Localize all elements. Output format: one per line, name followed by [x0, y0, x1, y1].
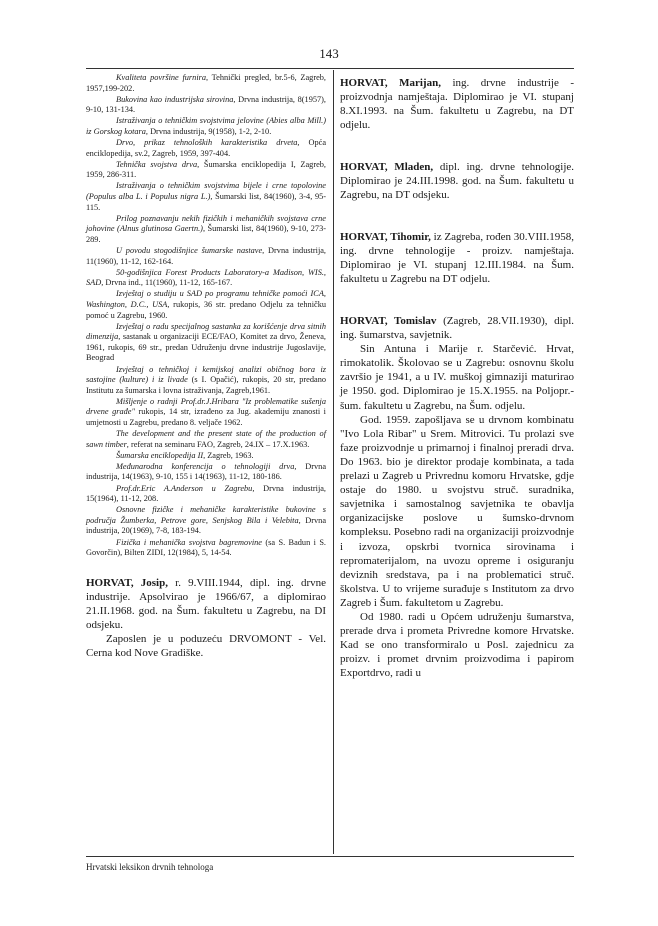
bibliography-details: (s I. Opačić), rukopis, 20 str, predano Institutu za šumarska i lovna istraživanja, Zagreb,1961.	[86, 375, 326, 395]
bibliography-details: , Drvna industrija, 15(1964), 11-12, 208.	[86, 483, 327, 504]
entry-headword: HORVAT, Josip,	[86, 576, 168, 589]
entry-paragraph: God. 1959. zapošljava se u drvnom kombinatu "Ivo Lola Ribar" u Srem. Mitrovici. Tu prolazi sve faze proizvodnje u primarnoj i finalnoj preradi drva. Do 1963. bio je direktor prodaje kombinata, a tada prelazi u Zagreb u Privrednu komoru Hrvatske, gdje ostaje do 1980. u svojstvu struč. suradnika, savjetnika i samostalnog savjetnika te obavlja organizacijske poslove u šumsko-drvnom kompleksu. Posebno radi na organizaciji proizvodnje i izvoza, opskrbi tvornica sirovinama i repromaterijalom, na uvozu opreme i osiguranju deviznih sredstava, pa i na problematici struč. školstva. U to vrijeme surađuje s Institutom za drvo Zagreb i Šum. fakultetom u Zagrebu.	[340, 413, 574, 609]
bibliography-title: 50-godišnjica Forest Products Laboratory-a Madison, WIS., SAD	[86, 267, 326, 288]
bibliography-title: Izvještaj o radu specijalnog sastanka za korišćenje drva sitnih dimenzija	[86, 321, 326, 342]
bibliography-details: , Drvna industrija, 14(1963), 9-10, 155 i 14(1963), 11-12, 180-186.	[86, 461, 327, 482]
bottom-rule	[86, 856, 574, 857]
entry-horvat-tihomir	[340, 230, 574, 286]
right-column	[340, 76, 574, 680]
bibliography-title: The development and the present state of the production of sawn timber	[86, 429, 326, 449]
bibliography-item	[86, 73, 326, 94]
entry-body: dipl. ing. drvne tehnologije. Diplomirao je 24.III.1998. god. na Šum. fakultetu u Zagrebu, na DT odsjeku.	[340, 161, 575, 201]
entry-body: (Zagreb, 28.VII.1930), dipl. ing. šumarstva, savjetnik.	[340, 315, 574, 342]
entry-headword: HORVAT, Tihomir,	[340, 231, 431, 243]
entry-horvat-mladen	[340, 160, 574, 202]
bibliography-item	[86, 95, 326, 116]
bibliography-item	[86, 214, 326, 246]
bibliography-title: Istraživanja o tehničkim svojstvima bijele i crne topolovine (Populus alba L. i Populus nigra L.)	[86, 181, 326, 202]
bibliography-details: , Tehnički pregled, br.5-6, Zagreb, 1957,199-202.	[86, 73, 326, 93]
bibliography-list	[86, 73, 326, 559]
bibliography-item	[86, 181, 326, 213]
bibliography-item	[86, 484, 326, 505]
bibliography-title: Prilog poznavanju nekih fizičkih i mehaničkih svojstava crne johovine (Alnus glutinosa Gaertn.)	[86, 213, 326, 234]
bibliography-title: Istraživanja o tehničkim svojstvima jelovine (Abies alba Mill.) iz Gorskog kotara	[86, 116, 326, 136]
bibliography-item	[86, 116, 326, 137]
entry-body: ing. drvne industrije - proizvodnja namještaja. Diplomirao je VI. stupanj 8.XI.1993. na Šum. fakultetu u Zagrebu, na DT odjelu.	[340, 77, 574, 131]
bibliography-title: U povodu stogodišnjice šumarske nastave	[116, 246, 263, 255]
entry-horvat-marijan	[340, 76, 574, 132]
bibliography-details: , Drvna industrija, 9(1958), 1-2, 2-10.	[145, 126, 272, 136]
bibliography-item	[86, 138, 326, 159]
bibliography-item	[86, 462, 326, 483]
bibliography-title: Tehnička svojstva drva	[116, 159, 198, 169]
bibliography-details: rukopis, 14 str, izrađeno za Jug. akademiju znanosti i umjetnosti u Zagrebu, predano 8. veljače 1962.	[86, 407, 326, 427]
entry-headword: HORVAT, Marijan,	[340, 77, 441, 89]
entry-horvat-tomislav	[340, 314, 574, 680]
page-footer: Hrvatski leksikon drvnih tehnologa	[86, 862, 214, 872]
bibliography-details: , Zagreb, 1963.	[203, 450, 254, 460]
bibliography-details: , sastanak u organizaciji ECE/FAO, Komitet za drvo, Ženeva, 1961, rukopis, 69 str., predan Udruženju drvne industrije Jugoslavije, Beograd	[86, 332, 326, 363]
bibliography-item	[86, 289, 326, 321]
entry-horvat-josip	[86, 576, 326, 661]
column-divider	[333, 70, 334, 854]
bibliography-details: , Šumarski list, 84(1960), 9-10, 273-289.	[86, 224, 326, 244]
bibliography-title: Osnovne fizičke i mehaničke karakteristike bukovine s područja Žumberka, Petrove gore, Senjskog Bila i Velebita	[86, 505, 326, 525]
bibliography-title: Prof.dr.Eric A.Anderson u Zagrebu	[116, 483, 253, 493]
bibliography-item	[86, 451, 326, 462]
bibliography-item	[86, 322, 326, 364]
bibliography-item	[86, 268, 326, 289]
bibliography-title: Kvaliteta površine furnira	[116, 73, 206, 82]
bibliography-title: Međunarodna konferencija o tehnologiji drva	[116, 461, 295, 471]
bibliography-details: , Drvna ind., 11(1960), 11-12, 165-167.	[101, 278, 233, 288]
bibliography-item	[86, 538, 326, 559]
bibliography-item	[86, 505, 326, 537]
entry-body: iz Zagreba, rođen 30.VIII.1958, ing. drvne tehnologije - proizv. namještaja. Diplomirao je VI. stupanj 12.III.1984. na Šum. fakultetu u Zagrebu na DT odjelu.	[340, 231, 574, 285]
bibliography-title: Bukovina kao industrijska sirovina	[116, 94, 234, 104]
bibliography-title: Izvještaj o tehničkoj i kemijskoj analizi običnog bora iz sastojine (kulture) i iz livade	[86, 364, 326, 385]
bibliography-details: , Drvna industrija, 20(1969), 7-8, 183-194.	[86, 515, 327, 536]
bibliography-details: , Šumarska enciklopedija I, Zagreb, 1959, 286-311.	[86, 159, 326, 180]
bibliography-item	[86, 397, 326, 429]
entry-paragraph: Sin Antuna i Marije r. Starčević. Hrvat, rimokatolik. Školovao se u Zagrebu: osnovnu školu završio je 1941, a u IV. muškoj gimnaziji maturirao je 1950. god. Diplomirao je 15.X.1955. na Poljopr.-šum. fakultetu u Zagrebu, na Šum. odjelu.	[340, 343, 574, 412]
bibliography-item	[86, 429, 326, 450]
entry-headword: HORVAT, Mladen,	[340, 161, 434, 173]
bibliography-item	[86, 160, 326, 181]
entry-body: r. 9.VIII.1944, dipl. ing. drvne industrije. Apsolvirao je 1966/67, a diplomirao 21.II.1968. god. na Šum. fakultetu u Zagrebu, na DI odsjeku.	[86, 576, 326, 631]
left-column	[86, 73, 326, 660]
bibliography-title: Drvo, prikaz tehnoloških karakteristika drveta	[116, 138, 298, 148]
bibliography-item	[86, 365, 326, 397]
bibliography-details: (sa S. Badun i S. Govorčin), Bilten ZIDI, 12(1984), 5, 14-54.	[86, 537, 327, 558]
bibliography-title: Mišljenje o radnji Prof.dr.J.Hribara "Iz problematike sušenja drvene građe"	[86, 396, 326, 417]
bibliography-details: , Šumarski list, 84(1960), 3-4, 95-115.	[86, 192, 326, 212]
bibliography-details: , referat na seminaru FAO, Zagreb, 24.IX – 17.X.1963.	[126, 439, 310, 449]
bibliography-details: , Opća enciklopedija, sv.2, Zagreb, 1959, 397-404.	[86, 138, 327, 158]
entry-headword: HORVAT, Tomislav	[340, 315, 437, 327]
bibliography-item	[86, 246, 326, 267]
entry-text	[86, 576, 326, 632]
bibliography-title: Izvještaj o studiju u SAD po programu tehničke pomoći ICA, Washington, D.C., USA	[86, 289, 326, 309]
page-number: 143	[319, 46, 339, 61]
bibliography-details: , Drvna industrija, 8(1957), 9-10, 131-134.	[86, 94, 326, 115]
bibliography-title: Fizička i mehanička svojstva bagremovine	[116, 537, 262, 547]
entry-paragraph: Zaposlen je u poduzeću DRVOMONT - Vel. Cerna kod Nove Gradiške.	[86, 633, 326, 660]
bibliography-details: , Drvna industrija, 11(1960), 11-12, 162-164.	[86, 246, 327, 266]
entry-paragraph: Od 1980. radi u Općem udruženju šumarstva, prerade drva i prometa Privredne komore Hrvatske. Kad se ono transformiralo u Posl. zajednicu za proizv. i promet drvnim proizvodima i papirom Exportdrvo, radi u	[340, 610, 574, 680]
top-rule	[86, 68, 574, 69]
bibliography-title: Šumarska enciklopedija II	[116, 450, 204, 460]
bibliography-details: , rukopis, 36 str. predano Odjelu za tehničku pomoć u Zagrebu, 1960.	[86, 299, 326, 320]
